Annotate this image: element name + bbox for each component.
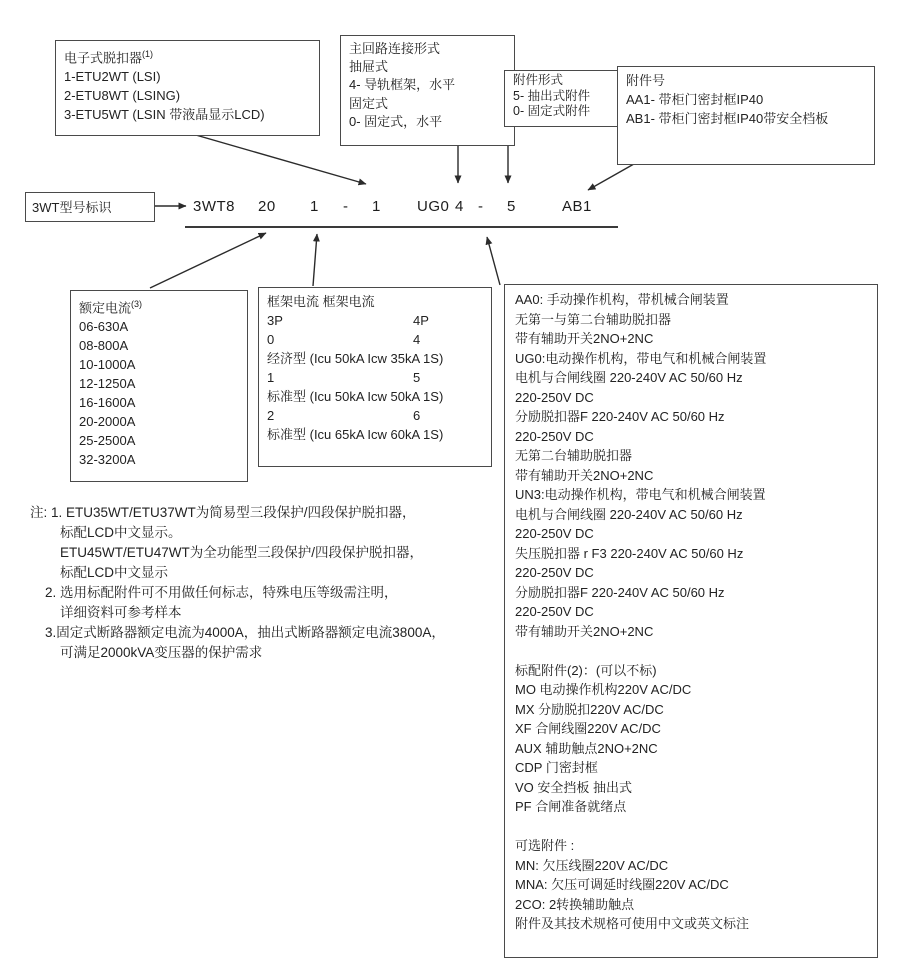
text-line: 08-800A	[79, 338, 129, 354]
text-line: VO 安全挡板 抽出式	[515, 779, 633, 795]
text-line: 3-ETU5WT (LSIN 带液晶显示LCD)	[64, 107, 265, 123]
text-line: 抽屉式	[349, 59, 389, 75]
text-line: 5- 抽出式附件	[513, 88, 591, 103]
text-line: 附件形式	[513, 73, 564, 87]
text-line: MN: 欠压线圈220V AC/DC	[515, 857, 669, 873]
text-line: 注: 1. ETU35WT/ETU37WT为简易型三段保护/四段保护脱扣器，	[30, 505, 416, 520]
text-line	[515, 817, 867, 837]
text-line: 标配LCD中文显示。	[30, 525, 182, 540]
text-line: AUX 辅助触点2NO+2NC	[515, 740, 658, 756]
arrow-frame-current-to-code	[313, 234, 317, 286]
rated-current-title: 额定电流$^{(3)}$	[79, 299, 143, 316]
accessory-form-box	[504, 70, 630, 127]
operating-mechanism-box	[504, 284, 878, 958]
text-line: 附件号	[626, 73, 666, 88]
text-line: 分励脱扣器F 220-240V AC 50/60 Hz	[515, 584, 725, 600]
text-line: 可选附件 :	[515, 838, 575, 853]
text-line: 10-1000A	[79, 357, 136, 373]
rated-current-box	[70, 290, 248, 482]
frame-box-row: 3P 4P	[267, 313, 429, 328]
footnote-marker: (3)	[131, 299, 143, 309]
text-line: 失压脱扣器 r F3 220-240V AC 50/60 Hz	[515, 545, 744, 561]
text-line: 标配附件(2)：(可以不标)	[515, 662, 657, 678]
frame-box-header: 框架电流 框架电流	[267, 294, 375, 309]
model-code-segment-connection: 4	[455, 198, 464, 215]
text-line: 06-630A	[79, 319, 129, 335]
footnotes	[30, 503, 445, 663]
text-line: 220-250V DC	[515, 565, 594, 580]
text-line: 固定式	[349, 95, 389, 111]
text-line: 分励脱扣器F 220-240V AC 50/60 Hz	[515, 409, 725, 424]
text-line: 220-250V DC	[515, 389, 594, 405]
text-line: 32-3200A	[79, 452, 136, 468]
model-code-segment-accessory-no: AB1	[562, 198, 592, 215]
text-line: 16-1600A	[79, 395, 136, 411]
model-code-segment-accessory-form: 5	[507, 198, 516, 215]
frame-box-row: 1 5	[267, 370, 421, 385]
text-line: 220-250V DC	[515, 526, 594, 541]
text-line: 220-250V DC	[515, 428, 594, 444]
text-line: 1-ETU2WT (LSI)	[64, 69, 161, 85]
model-code-segment-mechanism: UG0	[417, 198, 450, 215]
text-line: 详细资料可参考样本	[30, 605, 182, 620]
text-line: AB1- 带柜门密封框IP40带安全档板	[626, 111, 829, 126]
text-line: MX 分励脱扣220V AC/DC	[515, 701, 664, 717]
footnote-lines	[30, 503, 445, 663]
text-line: 2CO: 2转换辅助触点	[515, 896, 635, 912]
accessory-number-lines	[626, 71, 866, 128]
text-line: 电机与合闸线圈 220-240V AC 50/60 Hz	[515, 506, 743, 522]
connection-box-lines	[349, 40, 506, 131]
text-line: 4- 导轨框架，水平	[349, 77, 456, 93]
model-code-segment-series: 3WT8	[193, 198, 236, 215]
text-line: 0- 固定式，水平	[349, 113, 443, 129]
text-line: XF 合闸线圈220V AC/DC	[515, 721, 661, 736]
frame-box-row: 经济型 (Icu 50kA Icw 35kA 1S)	[267, 351, 444, 366]
text-line: 2. 选用标配附件可不用做任何标志，特殊电压等级需注明，	[30, 585, 398, 600]
text-line: 20-2000A	[79, 414, 136, 430]
accessory-form-lines	[513, 73, 621, 120]
frame-box-row: 标准型 (Icu 50kA Icw 50kA 1S)	[267, 389, 444, 404]
text-line: 可满足2000kVA变压器的保护需求	[30, 645, 263, 660]
model-code-separator: -	[478, 198, 484, 215]
frame-box-row: 标准型 (Icu 65kA Icw 60kA 1S)	[267, 427, 444, 442]
footnote-marker: (1)	[142, 49, 154, 59]
text-line: 12-1250A	[79, 376, 136, 392]
model-type-label-box	[25, 192, 155, 222]
text-line: 3.固定式断路器额定电流为4000A，抽出式断路器额定电流3800A，	[30, 625, 445, 640]
arrow-rated-current-to-code	[150, 233, 266, 288]
text-line: 无第一与第二台辅助脱扣器	[515, 311, 672, 327]
rated-current-lines	[79, 317, 239, 469]
model-code-segment-frame: 1	[310, 198, 319, 215]
etu-trip-unit-box	[55, 40, 320, 136]
text-line: 标配LCD中文显示	[30, 565, 169, 580]
text-line: 25-2500A	[79, 433, 136, 449]
text-line: 附件及其技术规格可使用中文或英文标注	[515, 916, 750, 931]
operating-mechanism-lines	[515, 290, 867, 934]
text-line: PF 合闸准备就绪点	[515, 799, 627, 814]
text-line: 带有辅助开关2NO+2NC	[515, 331, 654, 346]
text-line: 主回路连接形式	[349, 41, 441, 56]
text-line: UG0:电动操作机构，带电气和机械合闸装置	[515, 350, 767, 366]
text-line: MNA: 欠压可调延时线圈220V AC/DC	[515, 877, 729, 892]
frame-box-row: 0 4	[267, 332, 421, 347]
text-line	[515, 641, 867, 661]
accessory-number-box	[617, 66, 875, 165]
main-circuit-connection-box	[340, 35, 515, 146]
text-line: 0- 固定式附件	[513, 104, 591, 118]
frame-current-box	[258, 287, 492, 467]
model-code-segment-rated-current: 20	[258, 198, 276, 215]
text-line: 220-250V DC	[515, 604, 594, 619]
etu-box-lines	[64, 67, 311, 124]
text-line: 带有辅助开关2NO+2NC	[515, 467, 654, 483]
text-line: AA0: 手动操作机构，带机械合闸装置	[515, 292, 729, 307]
frame-box-row: 2 6	[267, 408, 421, 423]
model-code-segment-trip-unit: 1	[372, 198, 381, 215]
model-code-underline	[185, 226, 618, 228]
arrow-mechanism-to-code	[487, 237, 500, 285]
model-type-label: 3WT型号标识	[32, 199, 112, 215]
text-line: CDP 门密封框	[515, 760, 598, 775]
text-line: ETU45WT/ETU47WT为全功能型三段保护/四段保护脱扣器，	[30, 545, 424, 560]
text-line: 带有辅助开关2NO+2NC	[515, 623, 654, 639]
text-line: 电机与合闸线圈 220-240V AC 50/60 Hz	[515, 370, 743, 385]
text-line: 2-ETU8WT (LSING)	[64, 88, 181, 104]
text-line: AA1- 带柜门密封框IP40	[626, 92, 764, 107]
model-code-separator: -	[343, 198, 349, 215]
etu-box-title: 电子式脱扣器$^{(1)}$	[64, 49, 154, 66]
text-line: 无第二台辅助脱扣器	[515, 448, 633, 463]
text-line: UN3:电动操作机构，带电气和机械合闸装置	[515, 487, 766, 502]
text-line: MO 电动操作机构220V AC/DC	[515, 682, 692, 697]
